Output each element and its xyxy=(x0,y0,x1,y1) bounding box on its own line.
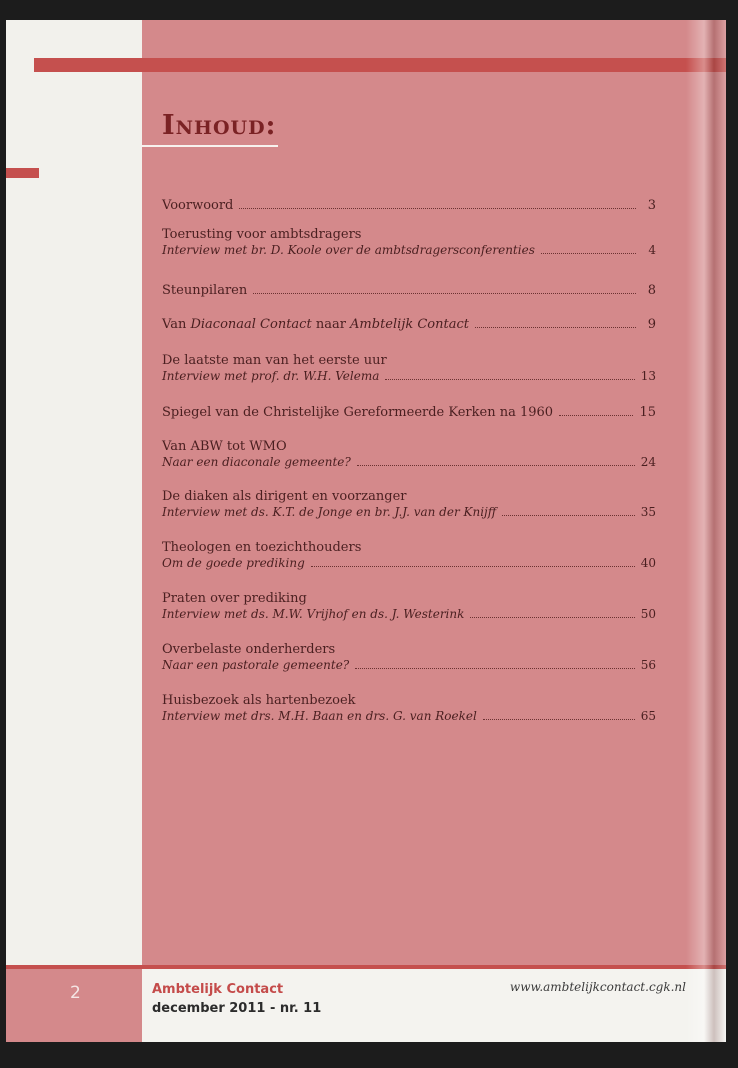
toc-entry-praten[interactable] xyxy=(162,591,656,622)
toc-title: Toerusting voor ambtsdragers xyxy=(162,227,362,242)
toc-entry-steunpilaren[interactable] xyxy=(162,283,656,299)
toc-title: Overbelaste onderherders xyxy=(162,642,336,657)
toc-page-number: 56 xyxy=(640,658,656,672)
leader-dots xyxy=(357,455,635,466)
leader-dots xyxy=(502,505,634,516)
toc-title: Praten over prediking xyxy=(162,591,307,606)
left-margin-column xyxy=(6,20,142,965)
leader-dots xyxy=(483,709,635,720)
toc-page-number: 35 xyxy=(640,505,656,519)
leader-dots xyxy=(239,198,636,209)
leader-dots xyxy=(559,405,633,416)
toc-entry-diaconaal-contact[interactable] xyxy=(162,317,656,333)
toc-page-number: 24 xyxy=(640,455,656,469)
top-accent-band xyxy=(34,58,726,72)
toc-entry-spiegel[interactable] xyxy=(162,405,656,421)
leader-dots xyxy=(475,317,636,328)
toc-subtitle: Om de goede prediking xyxy=(162,556,305,570)
title-underline xyxy=(141,145,278,147)
toc-page-number: 9 xyxy=(647,317,656,332)
toc-entry-theologen[interactable] xyxy=(162,540,656,571)
toc-entry-abw-wmo[interactable] xyxy=(162,439,656,470)
issue-date: december 2011 - nr. 11 xyxy=(152,1001,322,1016)
toc-entry-diaken[interactable] xyxy=(162,489,656,520)
toc-subtitle: Interview met drs. M.H. Baan en drs. G. van Roekel xyxy=(162,709,477,723)
leader-dots xyxy=(311,556,635,567)
page-title: Inhoud: xyxy=(162,110,277,141)
toc-entry-laatste-man[interactable] xyxy=(162,353,656,384)
footer-page-block xyxy=(6,969,142,1042)
toc-subtitle: Interview met ds. M.W. Vrijhof en ds. J. Westerink xyxy=(162,607,465,621)
toc-title: Spiegel van de Christelijke Gereformeerde Kerken na 1960 xyxy=(162,405,554,420)
toc-title: Theologen en toezichthouders xyxy=(162,540,362,555)
toc-entry-toerusting[interactable] xyxy=(162,227,656,258)
page-number: 2 xyxy=(70,983,81,1003)
binding-gutter xyxy=(686,20,726,1042)
leader-dots xyxy=(355,658,634,669)
leader-dots xyxy=(541,243,636,254)
left-accent-tick xyxy=(6,168,39,178)
toc-subtitle: Interview met br. D. Koole over de ambtsdragersconferenties xyxy=(162,243,535,257)
toc-subtitle: Interview met ds. K.T. de Jonge en br. J.J. van der Knijff xyxy=(162,505,497,519)
toc-page-number: 13 xyxy=(640,369,656,383)
toc-title: Huisbezoek als hartenbezoek xyxy=(162,693,356,708)
toc-page-number: 40 xyxy=(640,556,656,570)
toc-title: Van Diaconaal Contact naar Ambtelijk Contact xyxy=(162,317,469,332)
toc-entry-huisbezoek[interactable] xyxy=(162,693,656,724)
leader-dots xyxy=(470,607,634,618)
toc-title: Steunpilaren xyxy=(162,283,248,298)
toc-subtitle: Interview met prof. dr. W.H. Velema xyxy=(162,369,380,383)
toc-page-number: 8 xyxy=(647,283,656,298)
magazine-page xyxy=(6,20,726,1042)
magazine-name: Ambtelijk Contact xyxy=(152,982,284,997)
toc-entry-voorwoord[interactable] xyxy=(162,198,656,214)
toc-page-number: 3 xyxy=(647,198,656,213)
toc-title: De laatste man van het eerste uur xyxy=(162,353,387,368)
toc-title: De diaken als dirigent en voorzanger xyxy=(162,489,407,504)
toc-page-number: 15 xyxy=(639,405,656,420)
toc-title: Van ABW tot WMO xyxy=(162,439,287,454)
toc-page-number: 4 xyxy=(648,243,656,257)
toc-subtitle: Naar een pastorale gemeente? xyxy=(162,658,350,672)
leader-dots xyxy=(385,369,634,380)
toc-title: Voorwoord xyxy=(162,198,234,213)
toc-page-number: 65 xyxy=(640,709,656,723)
toc-entry-overbelaste[interactable] xyxy=(162,642,656,673)
toc-subtitle: Naar een diaconale gemeente? xyxy=(162,455,351,469)
toc-page-number: 50 xyxy=(640,607,656,621)
website-link[interactable]: www.ambtelijkcontact.cgk.nl xyxy=(509,980,686,994)
leader-dots xyxy=(253,283,636,294)
